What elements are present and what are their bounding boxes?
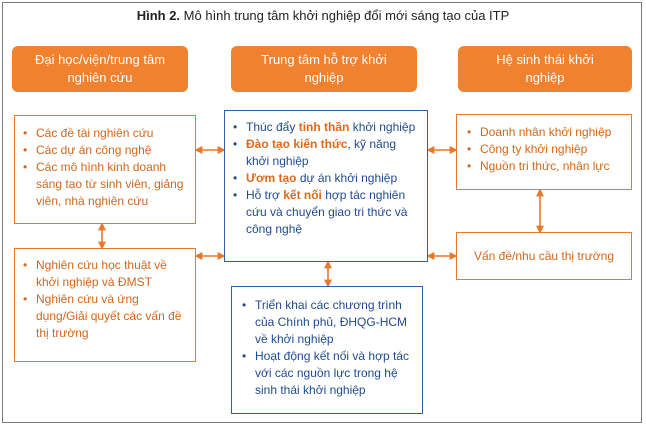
center-item-highlight: tinh thần xyxy=(298,120,350,134)
market-needs-text: Vấn đề/nhu cầu thị trường xyxy=(474,248,614,263)
left-top-box xyxy=(14,115,196,224)
list-item: • Hoạt động kết nối và hợp tác với các nguồn lực trong hệ sinh thái khởi nghiệp xyxy=(242,348,414,399)
list-item: • Nguồn tri thức, nhân lực xyxy=(467,158,625,175)
list-item: • Các đề tài nghiên cứu xyxy=(23,125,189,142)
center-item-highlight: Ươm tạo xyxy=(246,171,297,185)
center-box xyxy=(224,110,428,262)
right-bottom-box xyxy=(456,232,632,280)
header-ecosystem: Hệ sinh thái khởi nghiệp xyxy=(458,46,632,92)
bottom-box xyxy=(231,286,423,414)
bottom-list xyxy=(242,297,414,399)
left-top-list xyxy=(23,125,189,210)
list-item: • Các mô hình kinh doanh sáng tạo từ sinh viên, giảng viên, nhà nghiên cứu xyxy=(23,159,189,210)
center-item-highlight: Đào tạo kiến thức xyxy=(246,137,348,151)
center-list-item xyxy=(233,187,421,238)
center-item-before: Hỗ trợ xyxy=(246,188,284,202)
center-list-item xyxy=(233,136,421,170)
left-bottom-list xyxy=(23,257,189,342)
right-top-list xyxy=(467,124,625,175)
list-item: • Nghiên cứu và ứng dụng/Giải quyết các vấn đề thị trường xyxy=(23,291,189,342)
center-item-after: khởi nghiệp xyxy=(349,120,416,134)
list-item: • Doanh nhân khởi nghiệp xyxy=(467,124,625,141)
center-item-after: hợp tác nghiên cứu và chuyển giao tri thức và công nghệ xyxy=(246,188,408,236)
center-list-item xyxy=(233,119,421,136)
center-item-after: , kỹ năng khởi nghiệp xyxy=(246,137,397,168)
center-item-highlight: kết nối xyxy=(283,188,322,202)
center-item-after: dự án khởi nghiệp xyxy=(296,171,398,185)
center-item-before: Thúc đẩy xyxy=(246,120,299,134)
right-top-box xyxy=(456,114,632,190)
list-item: • Triển khai các chương trình của Chính phủ, ĐHQG-HCM về khởi nghiệp xyxy=(242,297,414,348)
list-item: • Công ty khởi nghiệp xyxy=(467,141,625,158)
center-list xyxy=(233,119,421,238)
list-item: • Nghiên cứu học thuật về khởi nghiệp và ĐMST xyxy=(23,257,189,291)
figure-number: Hình 2. xyxy=(136,8,181,23)
header-support-center: Trung tâm hỗ trợ khởi nghiệp xyxy=(231,46,417,92)
list-item: • Các dự án công nghệ xyxy=(23,142,189,159)
header-university: Đại học/viện/trung tâm nghiên cứu xyxy=(12,46,188,92)
figure-caption: Mô hình trung tâm khởi nghiệp đổi mới sáng tạo của ITP xyxy=(183,8,510,23)
center-list-item xyxy=(233,170,421,187)
left-bottom-box xyxy=(14,248,196,362)
